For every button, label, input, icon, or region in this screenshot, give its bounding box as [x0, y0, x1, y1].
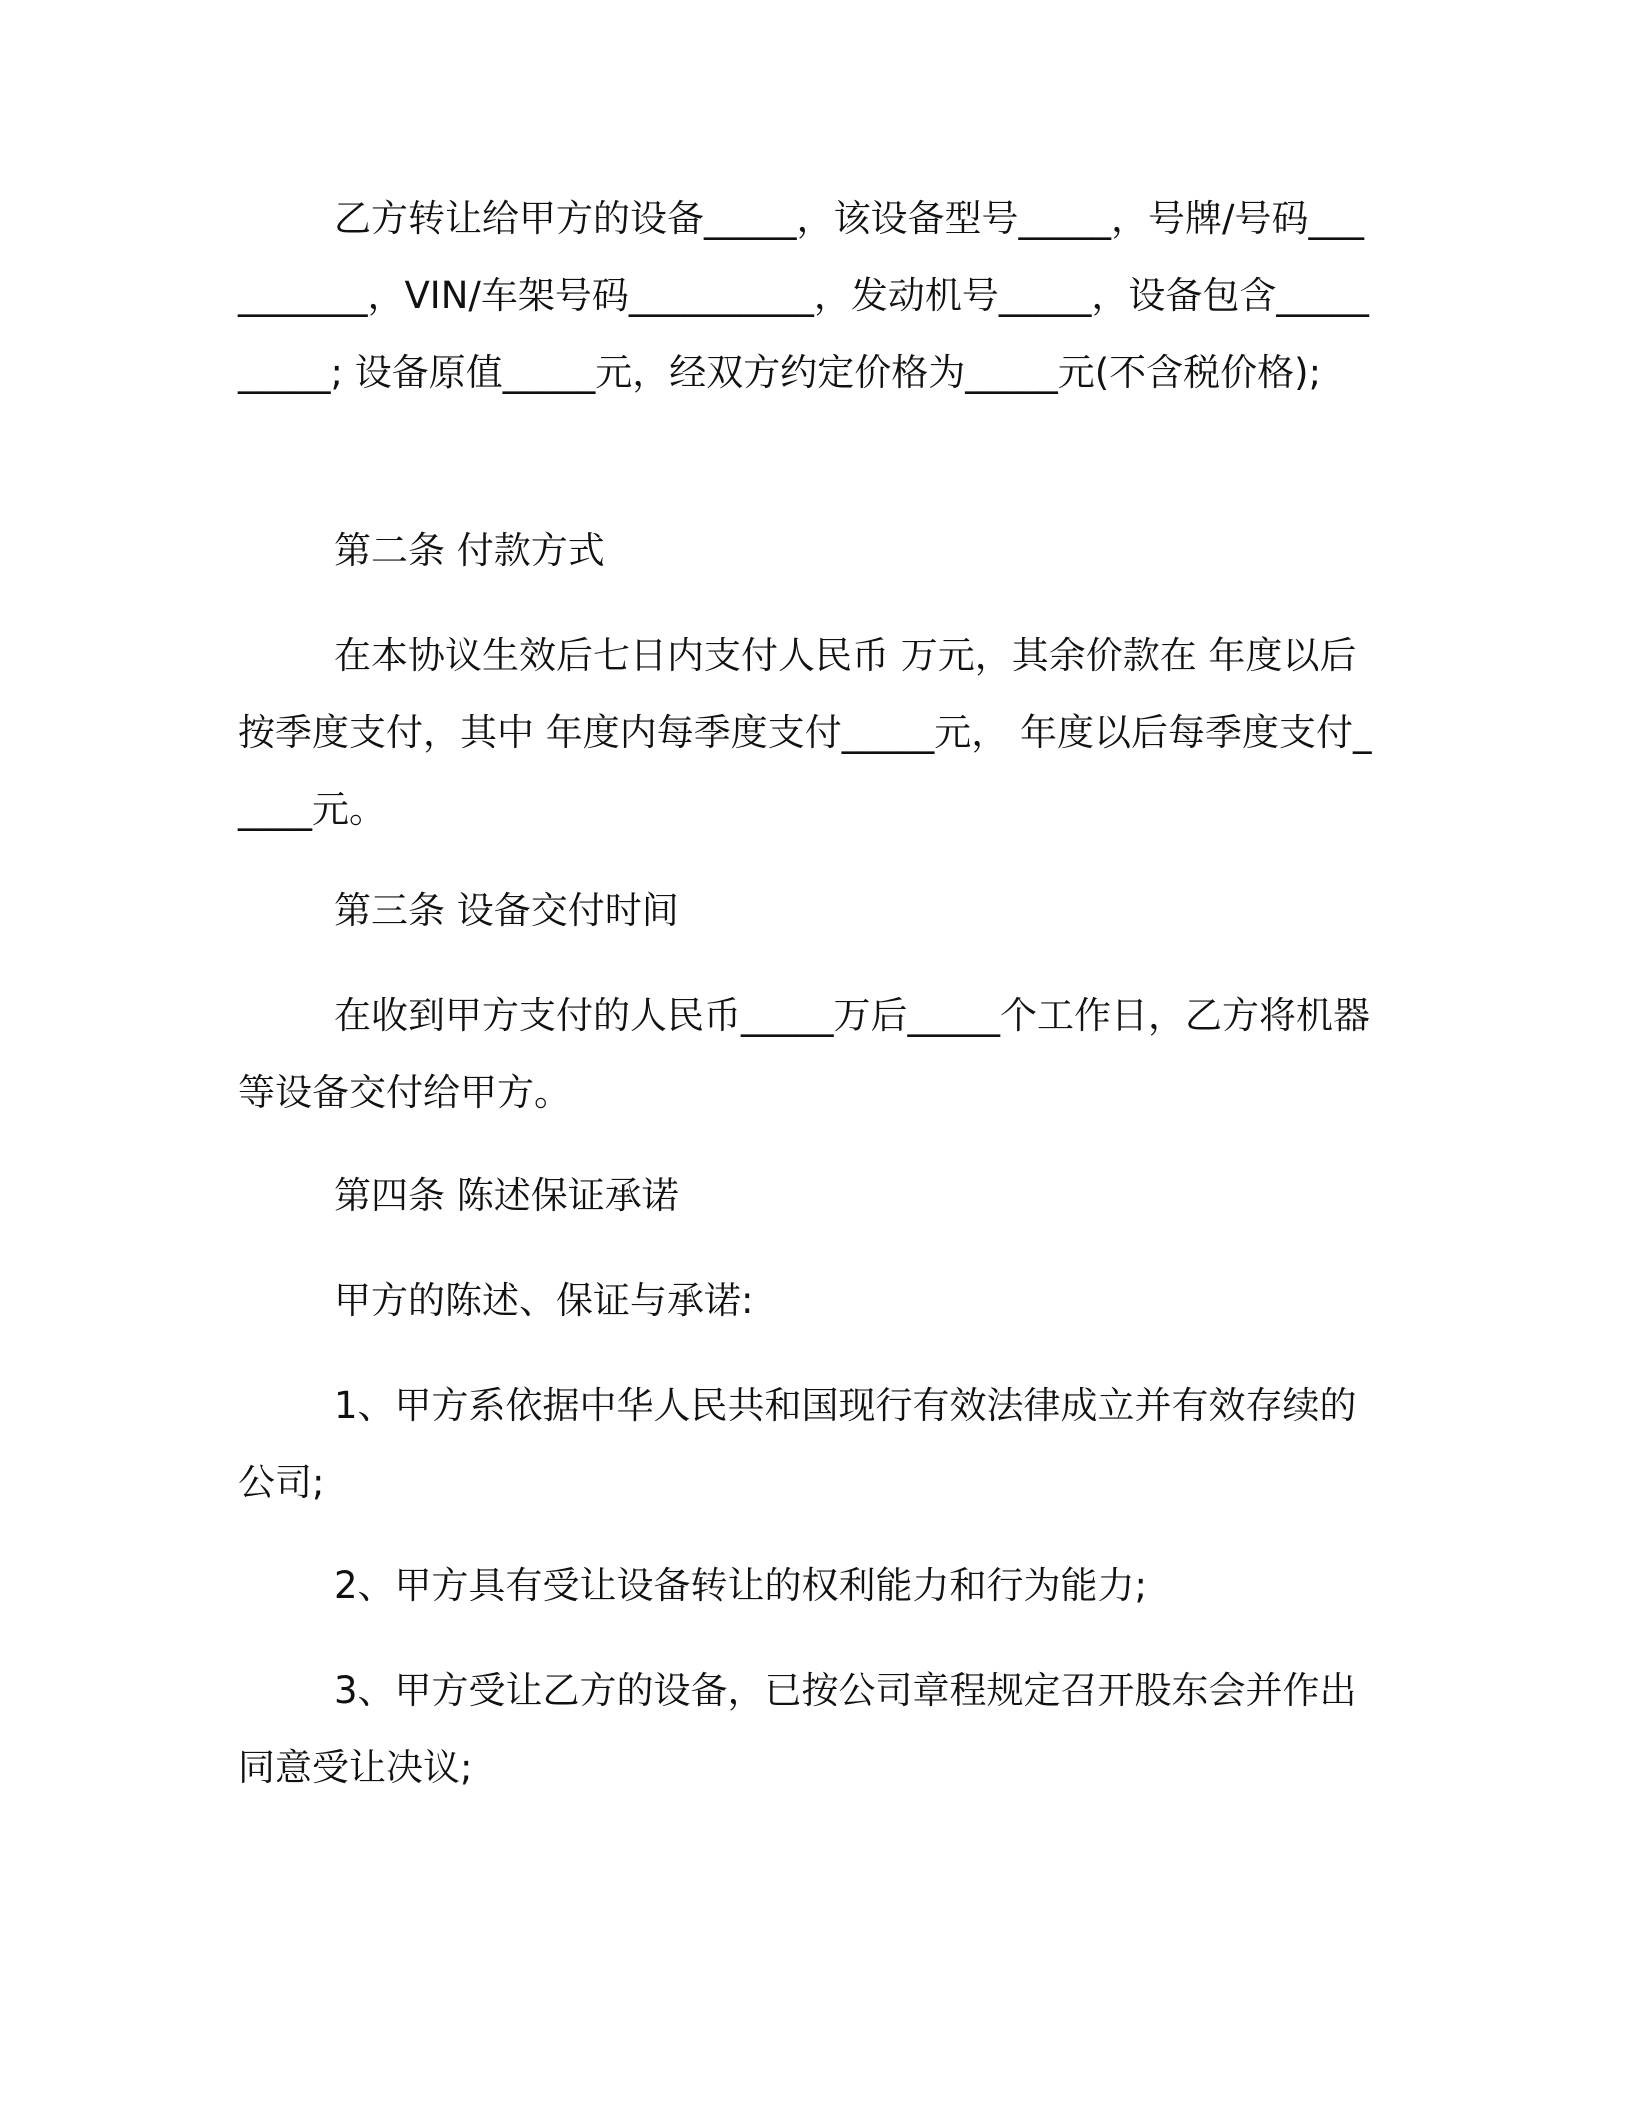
paragraph-payment-terms: 在本协议生效后七日内支付人民币 万元，其余价款在 年度以后按季度支付，其中 年度内每季度支付_____元， 年度以后每季度支付_____元。 — [238, 634, 1372, 831]
list-item-2: 2、甲方具有受让设备转让的权利能力和行为能力; — [334, 1564, 1148, 1607]
paragraph-equipment-details: 乙方转让给甲方的设备_____，该设备型号_____，号牌/号码__________，VIN/车架号码__________，发动机号_____，设备包含__________; 设备原值_____元，经双方约定价格为_____元(不含税价格); — [238, 197, 1369, 394]
heading-article-3: 第三条 设备交付时间 — [334, 889, 679, 932]
list-item-3: 3、甲方受让乙方的设备，已按公司章程规定召开股东会并作出同意受让决议; — [238, 1669, 1357, 1789]
list-item-1: 1、甲方系依据中华人民共和国现行有效法律成立并有效存续的公司; — [238, 1384, 1357, 1504]
paragraph-delivery-time: 在收到甲方支付的人民币_____万后_____个工作日，乙方将机器等设备交付给甲方。 — [238, 994, 1370, 1114]
paragraph-party-a-intro: 甲方的陈述、保证与承诺: — [334, 1279, 754, 1322]
heading-article-2: 第二条 付款方式 — [334, 529, 605, 572]
heading-article-4: 第四条 陈述保证承诺 — [334, 1174, 679, 1217]
